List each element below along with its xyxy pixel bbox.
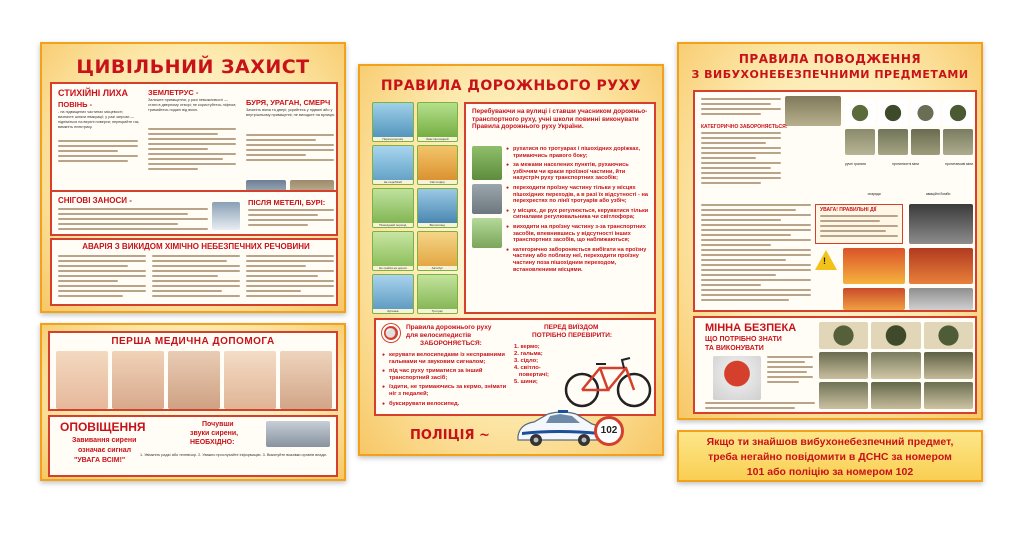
alert-line-2: означає сигнал (78, 447, 132, 454)
notice-line-3: 101 або поліцію за номером 102 (746, 466, 914, 478)
siren-image (266, 421, 330, 447)
first-aid-illustrations (56, 351, 332, 409)
check-item-3: 3. сідло; (514, 358, 539, 364)
aid-illustration-3 (168, 351, 220, 409)
road-title: ПРАВИЛА ДОРОЖНЬОГО РУХУ (380, 78, 642, 94)
bike-title-2: для велосипедистів (406, 332, 472, 339)
ordnance-item-8 (943, 129, 973, 155)
ordnance-photo-top (785, 96, 841, 126)
explosives-title-1: ПРАВИЛА ПОВОДЖЕННЯ (738, 52, 922, 66)
road-scene-1 (472, 146, 502, 180)
hear-line-3: НЕОБХІДНО: (190, 439, 235, 446)
explosion-photo-3 (909, 248, 973, 284)
ordnance-item-6 (878, 129, 908, 155)
ordnance-item-1 (845, 100, 875, 126)
after-storm-title: ПІСЛЯ МЕТЕЛІ, БУРІ: (248, 198, 326, 207)
snow-photo (212, 202, 240, 230)
road-rules-panel (464, 102, 656, 314)
police-number-badge (594, 416, 624, 446)
alert-steps: 1. Увімкніть радіо або телевізор. 2. Уважно прослухайте інформацію. 3. Виконуйте вказівки органів влади. (140, 453, 327, 457)
bottom-notice (677, 430, 983, 482)
attention-lines (820, 215, 898, 240)
chemical-panel (50, 238, 338, 306)
road-tile-8: Автобус (417, 231, 459, 271)
forbid-title: КАТЕГОРИЧНО ЗАБОРОНЯЄТЬСЯ: (701, 124, 788, 130)
ordnance-label-5: авіаційні бомби (925, 192, 951, 196)
bike-rule-1: ● керувати велосипедами із несправними гальмами чи звуковим сигналом; (382, 352, 512, 365)
alert-panel (48, 415, 338, 477)
storm-text: Зачиніть вікна та двері; укрийтесь у підвалі або у внутрішньому приміщенні; не виходьте на вулицю. (246, 108, 336, 117)
aid-illustration-2 (112, 351, 164, 409)
bike-rule-2: ● під час руху триматися за інший транспортний засіб; (382, 368, 512, 381)
check-title-2: ПОТРІБНО ПЕРЕВІРИТИ: (532, 332, 613, 339)
ordnance-item-4 (943, 100, 973, 126)
notice-line-1: Якщо ти знайшов вибухонебезпечний предмет, (706, 436, 954, 448)
chemical-lines-mid (152, 255, 240, 300)
snow-panel (50, 190, 338, 236)
explosives-title-2: З ВИБУХОНЕБЕЗПЕЧНИМИ ПРЕДМЕТАМИ (691, 68, 969, 81)
after-storm-lines (248, 209, 334, 229)
check-item-1: 1. кермо; (514, 344, 540, 350)
road-tile-6: Велосипед (417, 188, 459, 228)
mine-grid (819, 322, 973, 410)
no-bike-sign (382, 324, 400, 342)
ordnance-labels-2 (845, 192, 973, 196)
road-rule-3: ● переходити проїзну частину тільки у місцях пішохідних переходів, а в разі їх відсутності - на перехрестях по лінії тротуарів або узбіч; (506, 185, 652, 205)
police-title: ПОЛІЦІЯ ~ (410, 428, 490, 443)
explosives-intro-lines (701, 98, 781, 118)
mine-type-9 (924, 382, 973, 409)
explosives-panel (693, 90, 977, 312)
mine-safety-panel (693, 316, 977, 414)
warning-icon: ! (823, 256, 826, 266)
quake-lines (148, 128, 236, 173)
chemical-lines-right (246, 255, 334, 300)
road-rule-5: ● виходити на проїзну частину з-за транспортних засобів, впевнившись у відсутності інших транспортних засобів, що наближаються; (506, 224, 652, 244)
check-item-5: повертачі; (514, 372, 549, 378)
road-tile-4: Світлофор (417, 145, 459, 185)
aid-illustration-5 (280, 351, 332, 409)
aid-illustration-4 (224, 351, 276, 409)
road-tile-10: Тротуар (417, 274, 459, 314)
ordnance-item-5 (845, 129, 875, 155)
road-scene-3 (472, 218, 502, 248)
mine-title-1: МІННА БЕЗПЕКА (705, 322, 797, 334)
mine-figure (713, 356, 761, 400)
alert-line-3: "УВАГА ВСІМ!" (74, 457, 126, 464)
civil-title: ЦИВІЛЬНИЙ ЗАХИСТ (76, 56, 310, 78)
bicycle-panel (374, 318, 656, 416)
flood-title: ПОВІНЬ - (58, 100, 93, 109)
road-tiles (372, 102, 458, 314)
ordnance-item-3 (911, 100, 941, 126)
first-aid-panel (48, 331, 338, 411)
forbid-lines (701, 132, 781, 187)
quake-text: Залиште приміщення; у разі неможливості — стати в дверному отворі; не користуйтесь ліфтом; тримайтесь подалі від вікон. (148, 98, 237, 112)
mine-title-3: ТА ВИКОНУВАТИ (705, 345, 764, 352)
road-rules-board (358, 64, 664, 456)
civil-protection-board (40, 42, 346, 313)
check-item-4: 4. світло- (514, 365, 541, 371)
ordnance-item-7 (911, 129, 941, 155)
ordnance-label-2: протипіхотні міни (892, 162, 920, 166)
mine-title-2: ЩО ПОТРІБНО ЗНАТИ (705, 336, 782, 343)
mine-bottom-lines (705, 402, 815, 412)
mine-type-1 (819, 322, 868, 349)
road-tile-5: Пішохідний перехід (372, 188, 414, 228)
ordnance-item-2 (878, 100, 908, 126)
snow-title: СНІГОВІ ЗАНОСИ - (58, 196, 132, 205)
ordnance-labels (845, 162, 973, 166)
road-rules-list (506, 146, 652, 276)
bike-title-3: ЗАБОРОНЯЄТЬСЯ: (420, 340, 482, 347)
explosives-board (677, 42, 983, 420)
no-bike-icon: ⚪ (385, 328, 397, 338)
police-number: 102 (600, 425, 618, 436)
mine-type-5 (871, 352, 920, 379)
road-rule-2: ● за межами населених пунктів, рухаючись узбіччям чи краєм проїзної частини, йти назустріч руху транспортних засобів; (506, 162, 652, 182)
road-rule-4: ● у місцях, де рух регулюється, керуватися тільки сигналами регулювальника чи світлофора; (506, 208, 652, 221)
storm-lines (246, 134, 334, 164)
bike-title-1: Правила дорожнього руху (406, 324, 492, 331)
first-aid-title: ПЕРША МЕДИЧНА ДОПОМОГА (111, 336, 275, 347)
road-tile-1: Перехід вулиці (372, 102, 414, 142)
hear-line-2: звуки сирени, (190, 430, 239, 437)
road-intro: Перебуваючи на вулиці і ставши учасником дорожньо-транспортного руху, учні школи повинні виконувати Правила дорожнього руху України. (472, 108, 648, 131)
bike-rule-3: ● їздити, не тримаючись за кермо, знімати ніг з педалей; (382, 384, 512, 397)
police-car-icon (512, 408, 604, 448)
road-tile-2: Знак пішохідний (417, 102, 459, 142)
road-tile-7: Не грайся на дорозі (372, 231, 414, 271)
attention-title: УВАГА! ПРАВИЛЬНІ ДІЇ (820, 207, 877, 213)
flood-text: - на підвищених частинах місцевості; визначте шляхи евакуації; у разі загрози — підніміться на верхні поверхи; перекрийте газ, вимкніть електрику. (58, 110, 140, 129)
mine-type-2 (871, 322, 920, 349)
snow-lines (58, 208, 208, 233)
road-tile-9: Зупинка (372, 274, 414, 314)
storm-title: БУРЯ, УРАГАН, СМЕРЧ (246, 98, 331, 107)
flood-lines (58, 140, 138, 165)
alert-title: ОПОВІЩЕННЯ (60, 420, 146, 434)
bike-rules-list (382, 352, 512, 410)
check-title-1: ПЕРЕД ВИЇЗДОМ (544, 324, 599, 331)
ordnance-label-1: ручні гранати (845, 162, 867, 166)
mine-type-6 (924, 352, 973, 379)
check-item-2: 2. гальма; (514, 351, 543, 357)
natural-disasters-title: СТИХІЙНІ ЛИХА (58, 88, 129, 98)
mine-lines (767, 356, 813, 386)
attention-box (815, 204, 903, 244)
mine-type-7 (819, 382, 868, 409)
bicycle-illustration (562, 350, 654, 410)
alert-line-1: Завивання сирени (72, 437, 137, 444)
notice-line-2: треба негайно повідомити в ДСНС за номером (708, 451, 952, 463)
explosion-photo-1 (909, 204, 973, 244)
quake-title: ЗЕМЛЕТРУС - (148, 88, 199, 97)
ordnance-label-3: протитанкові міни (944, 162, 973, 166)
hear-line-1: Почувши (202, 421, 234, 428)
police-car (512, 408, 604, 448)
road-tile-3: Не перебігай (372, 145, 414, 185)
check-list (514, 344, 549, 386)
mine-type-8 (871, 382, 920, 409)
explosion-photo-2 (843, 248, 905, 284)
chemical-lines-left (58, 255, 146, 300)
check-item-6: 5. шини; (514, 379, 538, 385)
bike-rule-4: ● буксирувати велосипед. (382, 401, 512, 408)
ruins-photo (909, 288, 973, 310)
first-aid-board (40, 323, 346, 481)
ordnance-grid (845, 100, 973, 190)
warning-sign (815, 250, 837, 270)
mine-type-3 (924, 322, 973, 349)
mine-type-4 (819, 352, 868, 379)
road-rule-6: ● категорично забороняється вибігати на проїзну частину або поблизу неї, переходити проїзну частину поза пішохідним переходом, встановленими місцями. (506, 247, 652, 273)
chemical-title: АВАРІЯ З ВИКИДОМ ХІМІЧНО НЕБЕЗПЕЧНИХ РЕЧОВИНИ (82, 242, 310, 251)
aid-illustration-1 (56, 351, 108, 409)
explosives-body-lines (701, 204, 811, 304)
road-scene-2 (472, 184, 502, 214)
road-rule-1: ● рухатися по тротуарах і пішохідних доріжках, тримаючись правого боку; (506, 146, 652, 159)
ordnance-label-4: снаряди (867, 192, 881, 196)
blast-photo (843, 288, 905, 310)
